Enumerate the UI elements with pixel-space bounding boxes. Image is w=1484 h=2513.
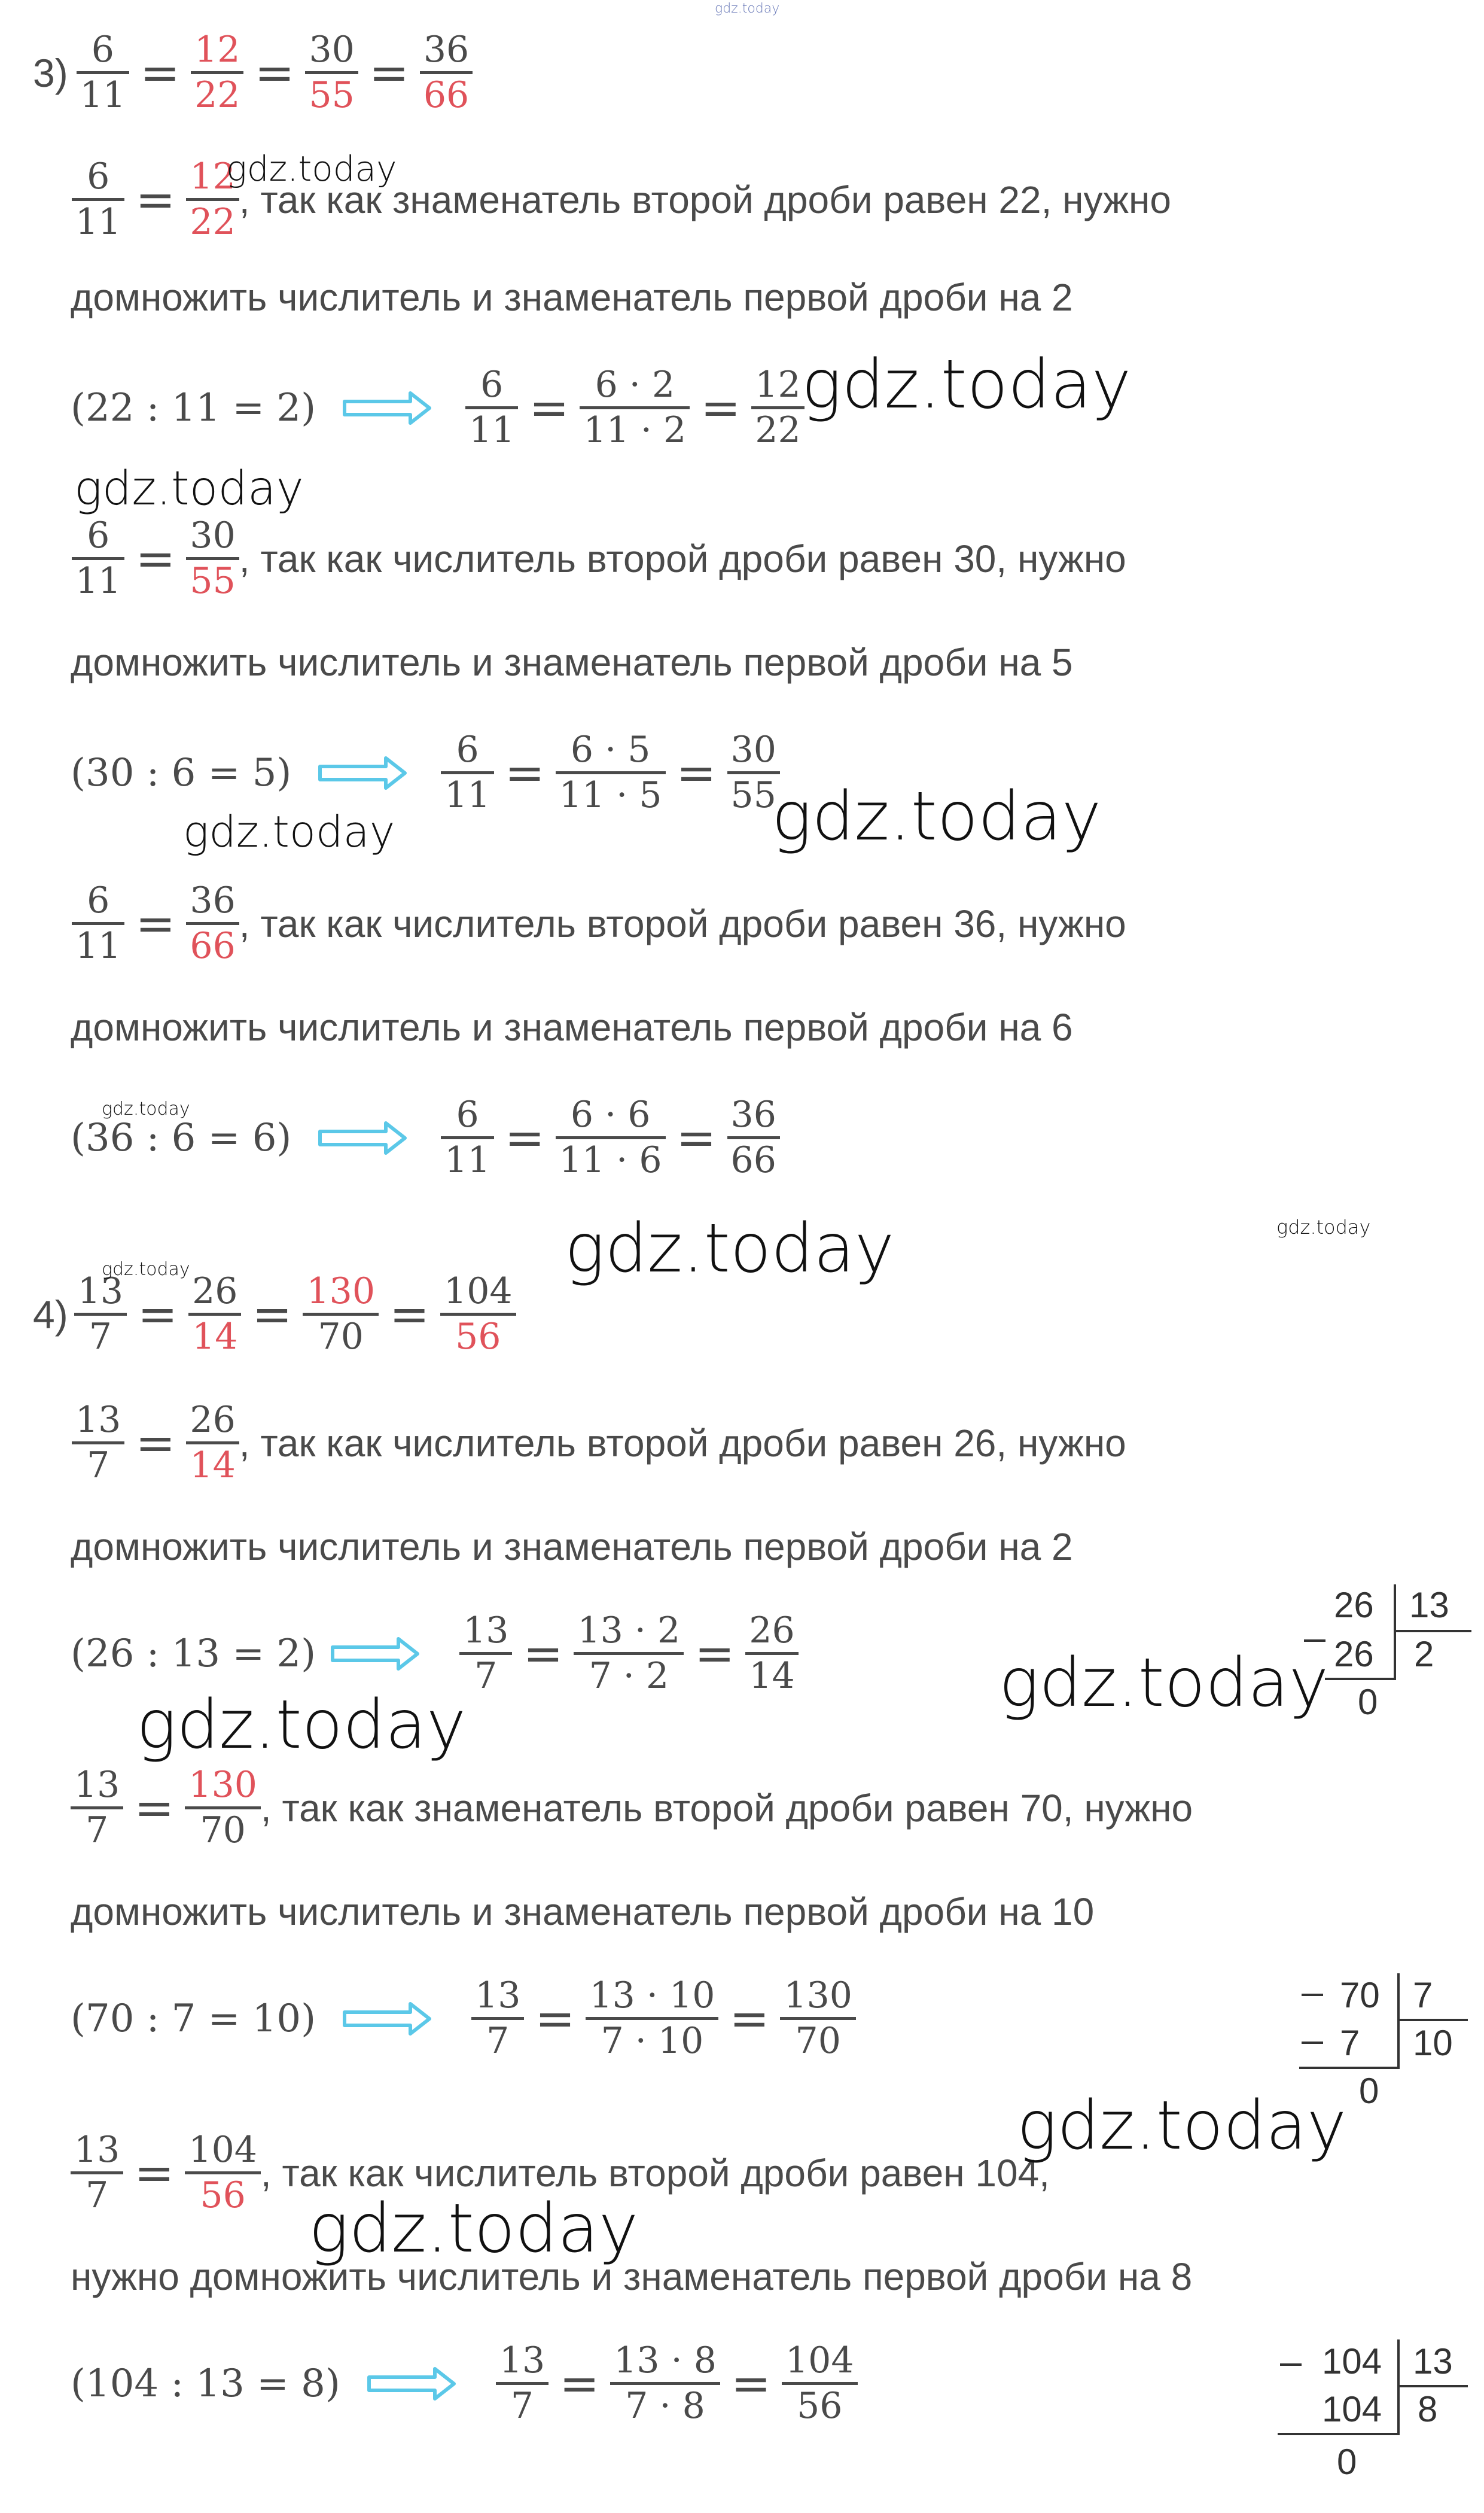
watermark-top: gdz.today <box>715 1 780 16</box>
step-equation: $\frac{13}{7}$ = $\frac{130}{70}$ , так как знаменатель второй дроби равен 70, нужно <box>71 1765 1193 1851</box>
step-text: домножить числитель и знаменатель первой дроби на 10 <box>71 1890 1095 1933</box>
step-calculation: (30 : 6 = 5) $\frac{6}{11}$ = $\frac{6 \cdot 5}{11 \cdot 5}$ = $\frac{30}{55}$ <box>71 730 780 816</box>
step-text: домножить числитель и знаменатель первой дроби на 2 <box>71 276 1073 319</box>
step-text: , так как знаменатель второй дроби равен 22, нужно <box>239 178 1171 221</box>
fraction: $\frac{36}{66}$ <box>420 30 473 115</box>
step-text: , так как числитель второй дроби равен 104, <box>260 2151 1050 2195</box>
implies-arrow-icon <box>315 1117 411 1159</box>
watermark: gdz.today <box>102 1099 190 1119</box>
fraction: $\frac{30}{55}$ <box>305 30 358 115</box>
step-calculation: (70 : 7 = 10) $\frac{13}{7}$ = $\frac{13 \cdot 10}{7 \cdot 10}$ = $\frac{130}{70}$ <box>71 1976 856 2061</box>
watermark: gdz.today <box>772 778 1102 856</box>
step-calculation: (104 : 13 = 8) $\frac{13}{7}$ = $\frac{13 \cdot 8}{7 \cdot 8}$ = $\frac{104}{56}$ <box>71 2341 858 2426</box>
step-text: нужно домножить числитель и знаменатель первой дроби на 8 <box>71 2255 1193 2298</box>
step-equation: $\frac{13}{7}$ = $\frac{26}{14}$ , так как числитель второй дроби равен 26, нужно <box>72 1400 1126 1486</box>
watermark: gdz.today <box>102 1259 190 1280</box>
implies-arrow-icon <box>340 1998 435 2040</box>
step-equation: $\frac{6}{11}$ = $\frac{36}{66}$ , так как числитель второй дроби равен 36, нужно <box>72 881 1126 966</box>
watermark: gdz.today <box>1276 1216 1371 1239</box>
step-text: , так как числитель второй дроби равен 30, нужно <box>239 537 1126 580</box>
division-expression: (70 : 7 = 10) <box>71 1996 316 2041</box>
implies-arrow-icon <box>340 387 435 429</box>
problem-3-header: 3) $\frac{6}{11}$ = $\frac{12}{22}$ = $\frac{30}{55}$ = $\frac{36}{66}$ <box>33 30 473 115</box>
fraction: $\frac{6}{11}$ <box>77 30 129 115</box>
step-text: , так как числитель второй дроби равен 36, нужно <box>239 902 1126 945</box>
step-text: домножить числитель и знаменатель первой дроби на 2 <box>71 1525 1073 1568</box>
problem-4-header: 4) $\frac{13}{7}$ = $\frac{26}{14}$ = $\frac{130}{70}$ = $\frac{104}{56}$ <box>33 1271 516 1357</box>
watermark: gdz.today <box>802 346 1132 424</box>
fraction: $\frac{12}{22}$ <box>191 30 243 115</box>
implies-arrow-icon <box>315 752 411 794</box>
step-text: домножить числитель и знаменатель первой дроби на 6 <box>71 1006 1073 1049</box>
fraction: $\frac{130}{70}$ <box>303 1271 379 1357</box>
step-equation: $\frac{6}{11}$ = $\frac{12}{22}$ , так как знаменатель второй дроби равен 22, нужно <box>72 157 1171 242</box>
implies-arrow-icon <box>328 1633 423 1675</box>
step-text: домножить числитель и знаменатель первой дроби на 5 <box>71 641 1073 684</box>
watermark: gdz.today <box>183 807 395 857</box>
division-expression: (22 : 11 = 2) <box>71 385 316 430</box>
watermark: gdz.today <box>999 1644 1329 1722</box>
step-text: , так как знаменатель второй дроби равен 70, нужно <box>260 1786 1193 1830</box>
fraction: $\frac{13}{7}$ <box>74 1271 127 1357</box>
step-equation: $\frac{6}{11}$ = $\frac{30}{55}$ , так как числитель второй дроби равен 30, нужно <box>72 516 1126 601</box>
watermark: gdz.today <box>309 2190 639 2268</box>
watermark: gdz.today <box>74 462 304 516</box>
fraction: $\frac{26}{14}$ <box>188 1271 241 1357</box>
division-expression: (26 : 13 = 2) <box>71 1631 316 1676</box>
division-expression: (30 : 6 = 5) <box>71 750 292 795</box>
step-calculation: (22 : 11 = 2) $\frac{6}{11}$ = $\frac{6 \cdot 2}{11 \cdot 2}$ = $\frac{12}{22}$ <box>71 365 805 451</box>
step-text: , так как числитель второй дроби равен 26, нужно <box>239 1421 1126 1465</box>
step-calculation: (36 : 6 = 6) $\frac{6}{11}$ = $\frac{6 \cdot 6}{11 \cdot 6}$ = $\frac{36}{66}$ <box>71 1095 780 1181</box>
watermark: gdz.today <box>1017 2087 1347 2165</box>
implies-arrow-icon <box>364 2363 460 2405</box>
problem-3-label: 3) <box>33 50 68 95</box>
step-equation: $\frac{13}{7}$ = $\frac{104}{56}$ , так как числитель второй дроби равен 104, <box>71 2130 1050 2216</box>
watermark: gdz.today <box>226 148 397 189</box>
step-calculation: (26 : 13 = 2) $\frac{13}{7}$ = $\frac{13 \cdot 2}{7 \cdot 2}$ = $\frac{26}{14}$ <box>71 1611 799 1696</box>
fraction: $\frac{104}{56}$ <box>440 1271 516 1357</box>
division-expression: (36 : 6 = 6) <box>71 1115 292 1160</box>
watermark: gdz.today <box>136 1686 467 1764</box>
watermark: gdz.today <box>565 1210 895 1288</box>
problem-4-label: 4) <box>33 1292 68 1337</box>
division-expression: (104 : 13 = 8) <box>71 2361 340 2406</box>
